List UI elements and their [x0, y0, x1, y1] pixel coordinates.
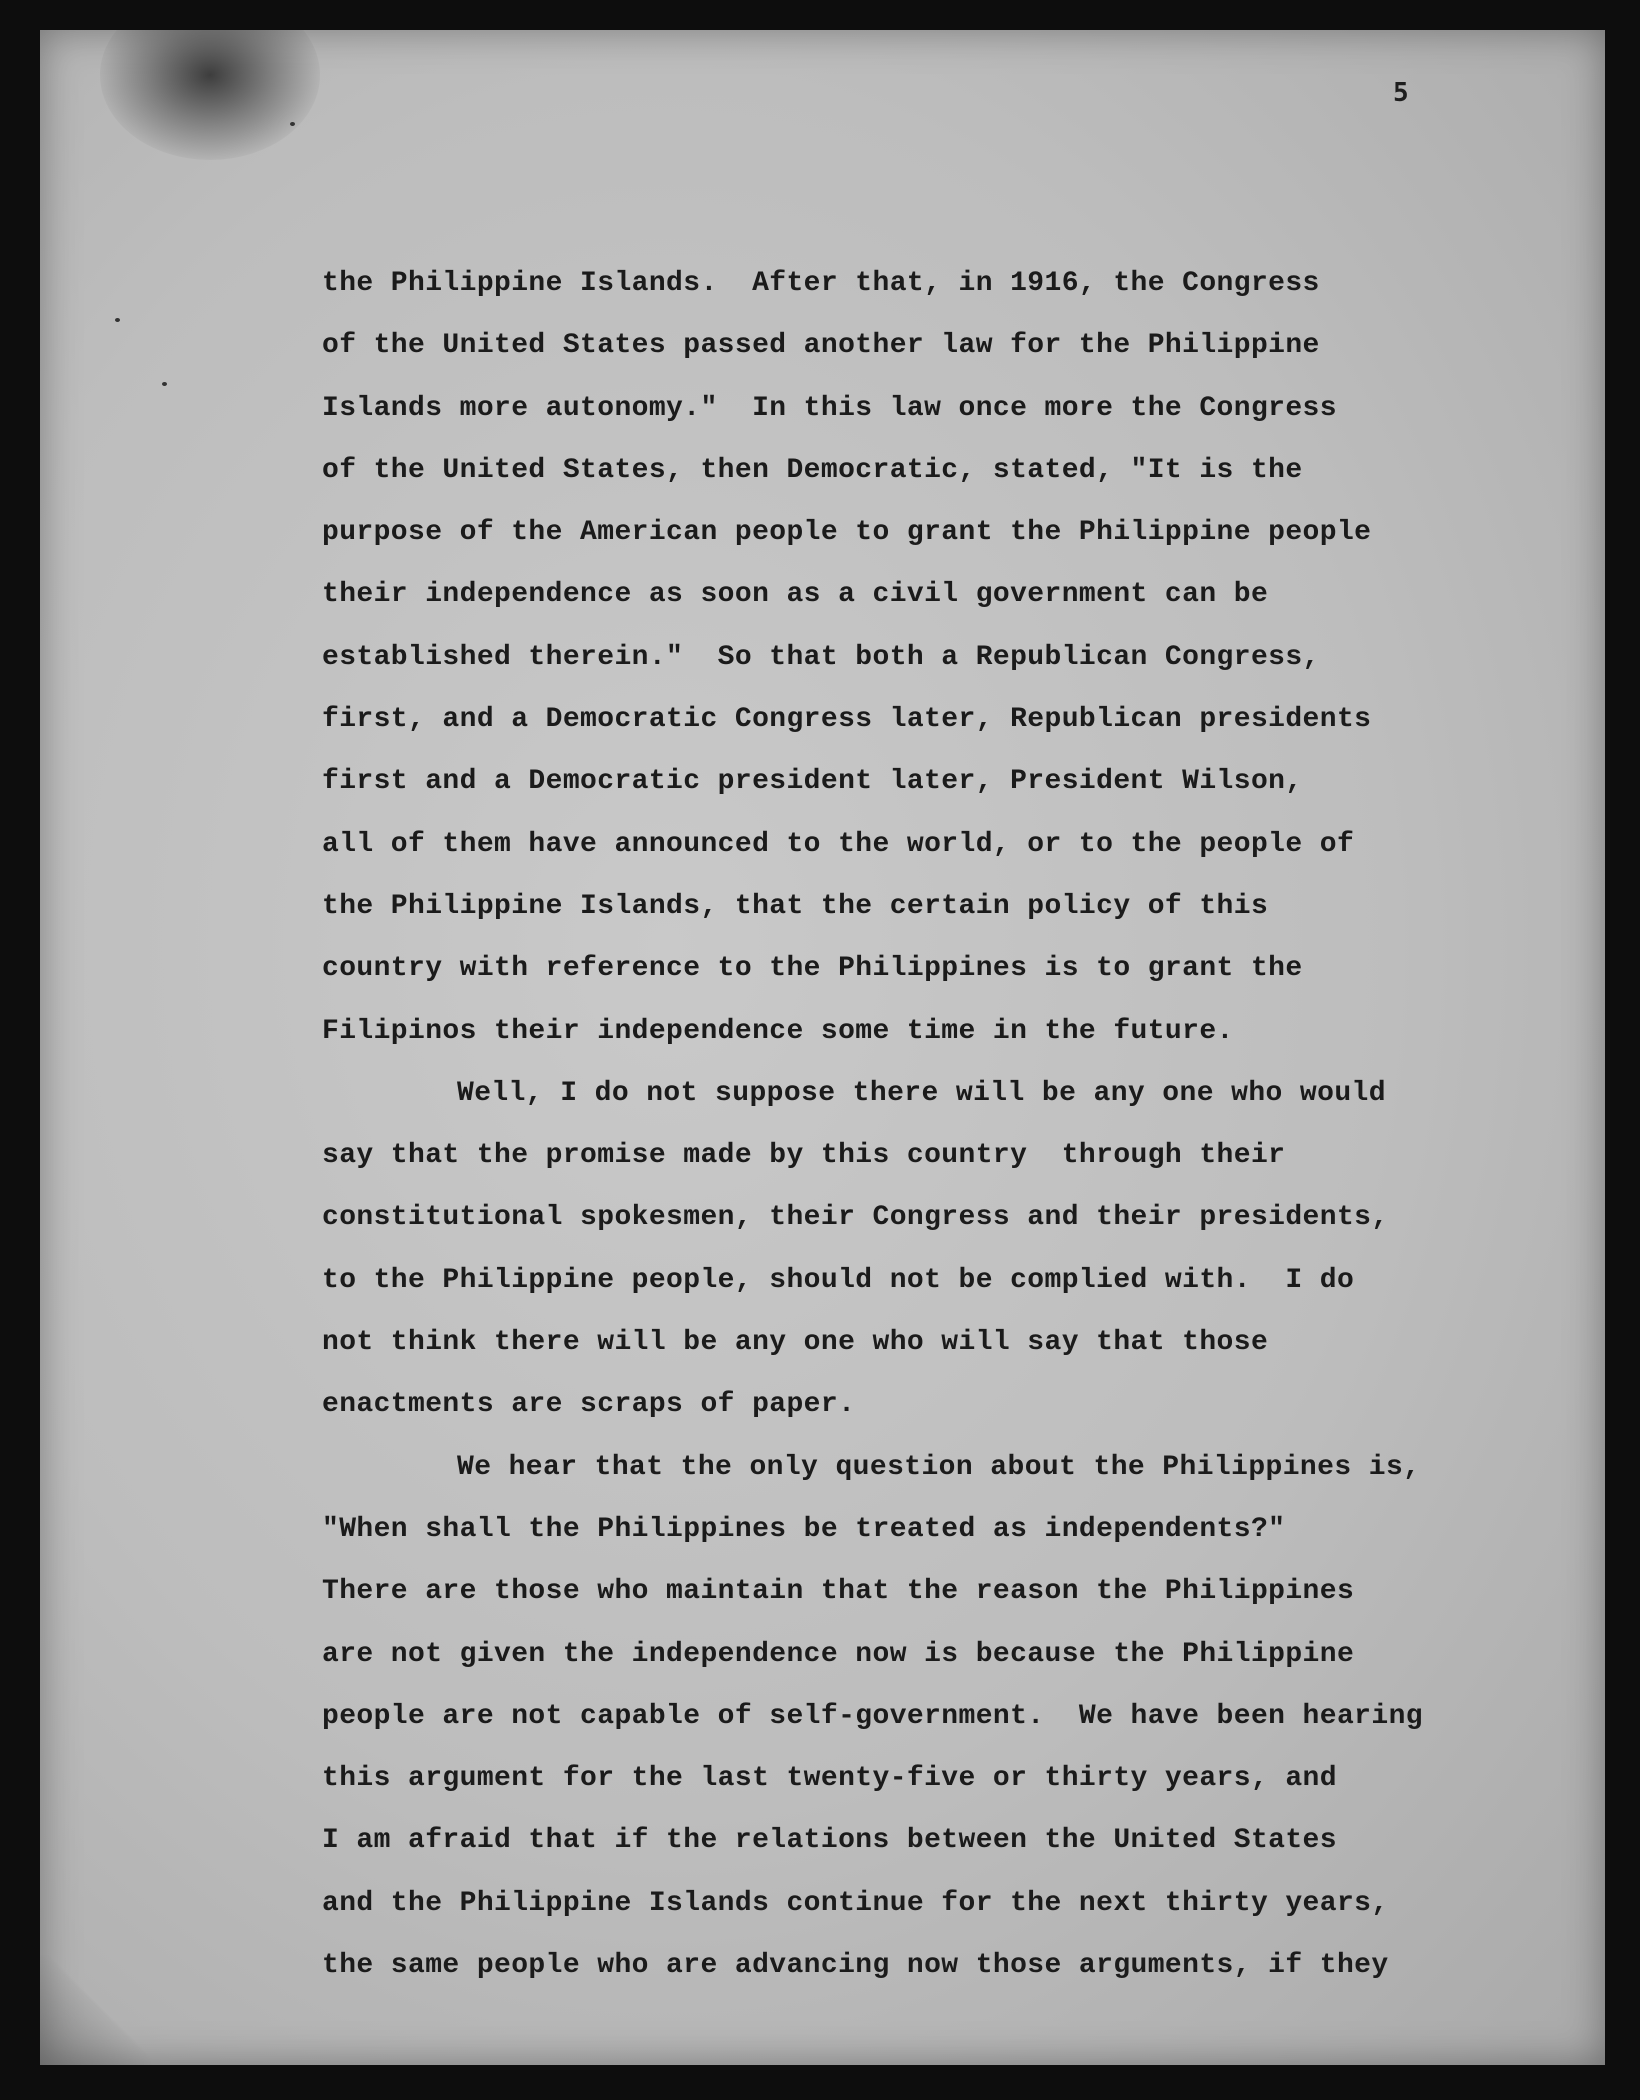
text-line: the same people who are advancing now those arguments, if they — [322, 1950, 1389, 1982]
text-line: Filipinos their independence some time in the future. — [322, 1015, 1234, 1047]
text-line: of the United States passed another law for the Philippine — [322, 330, 1320, 362]
text-line: all of them have announced to the world, or to the people of — [322, 828, 1355, 860]
text-line: first, and a Democratic Congress later, Republican presidents — [322, 704, 1372, 736]
text-line: purpose of the American people to grant the Philippine people — [322, 517, 1372, 549]
text-line: to the Philippine people, should not be complied with. I do — [322, 1264, 1355, 1296]
text-line: the Philippine Islands. After that, in 1916, the Congress — [322, 268, 1320, 299]
paragraph-start-line: We hear that the only question about the Philippines is, — [457, 1451, 1421, 1483]
text-line: "When shall the Philippines be treated as independents?" — [322, 1513, 1286, 1545]
text-line: this argument for the last twenty-five or thirty years, and — [322, 1763, 1337, 1795]
text-line: say that the promise made by this country through their — [322, 1140, 1286, 1172]
body-text — [322, 253, 1552, 1997]
text-line: established therein." So that both a Republican Congress, — [322, 641, 1320, 673]
text-line: and the Philippine Islands continue for the next thirty years, — [322, 1887, 1389, 1919]
paper-speck — [115, 318, 120, 322]
text-line: not think there will be any one who will say that those — [322, 1327, 1269, 1359]
text-line: country with reference to the Philippines is to grant the — [322, 953, 1303, 985]
corner-fold — [40, 1955, 160, 2065]
text-line: their independence as soon as a civil government can be — [322, 579, 1269, 611]
text-line: are not given the independence now is because the Philippine — [322, 1638, 1355, 1670]
text-line: Islands more autonomy." In this law once more the Congress — [322, 392, 1337, 424]
ink-smudge — [100, 30, 320, 160]
paper-speck — [162, 382, 167, 386]
text-line: the Philippine Islands, that the certain policy of this — [322, 890, 1269, 922]
text-line: constitutional spokesmen, their Congress and their presidents, — [322, 1202, 1389, 1234]
text-line: There are those who maintain that the reason the Philippines — [322, 1576, 1355, 1608]
text-line: of the United States, then Democratic, stated, "It is the — [322, 454, 1303, 486]
text-line: people are not capable of self-government. We have been hearing — [322, 1700, 1423, 1732]
paragraph-start-line: Well, I do not suppose there will be any one who would — [457, 1077, 1386, 1109]
text-line: first and a Democratic president later, President Wilson, — [322, 766, 1303, 798]
page-number: 5 — [1393, 78, 1409, 108]
typed-page — [40, 30, 1605, 2065]
paper-speck — [290, 122, 295, 126]
text-line: I am afraid that if the relations between the United States — [322, 1825, 1337, 1857]
text-line: enactments are scraps of paper. — [322, 1389, 856, 1421]
